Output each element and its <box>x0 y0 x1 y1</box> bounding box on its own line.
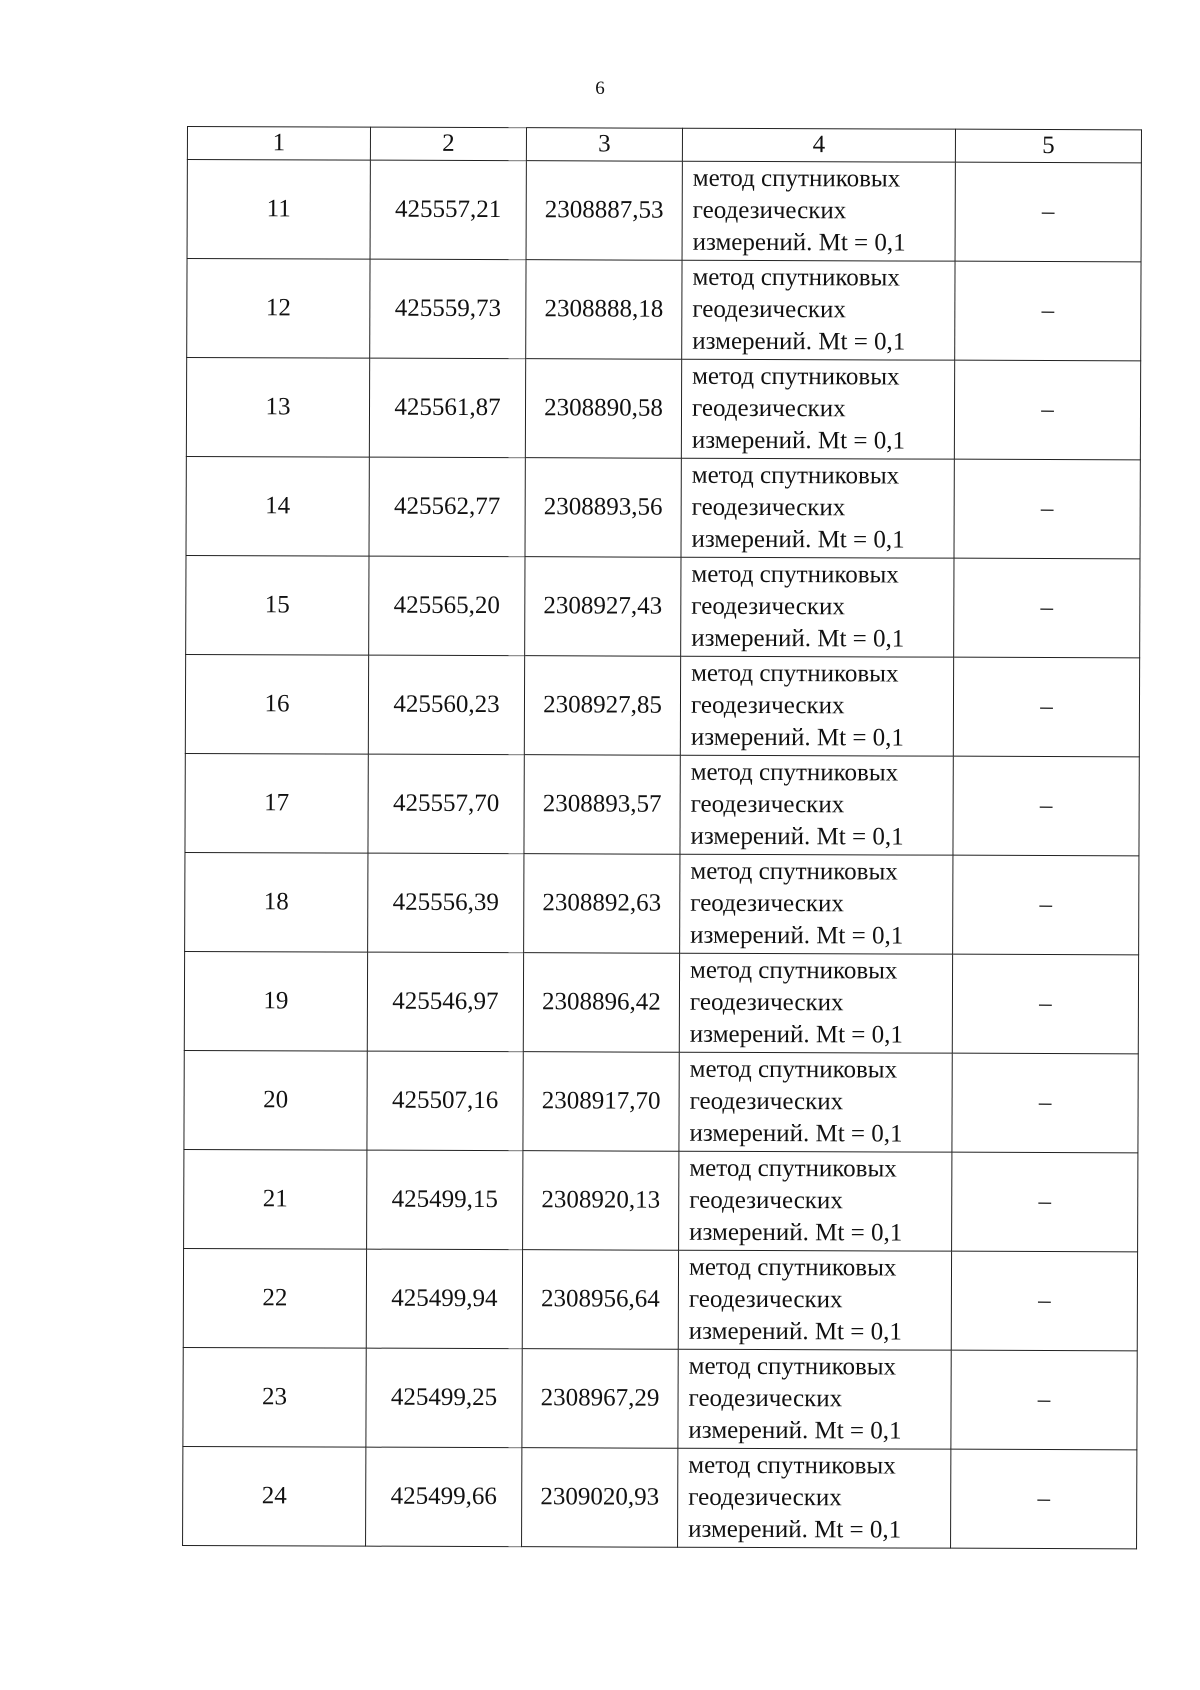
x-coordinate-cell: 425560,23 <box>368 655 524 755</box>
method-line-3: измерений. Mt = 0,1 <box>688 1317 902 1346</box>
method-line-2: геодезических <box>691 394 846 423</box>
column-header-5: 5 <box>955 129 1141 163</box>
method-line-1: метод спутниковых <box>692 362 900 391</box>
note-cell: – <box>954 558 1140 658</box>
table-row <box>183 1347 1137 1449</box>
method-line-2: геодезических <box>690 790 845 819</box>
method-line-2: геодезических <box>692 295 847 324</box>
method-cell <box>680 656 953 756</box>
method-line-1: метод спутниковых <box>688 1253 897 1282</box>
method-line-1: метод спутниковых <box>691 659 899 688</box>
method-line-2: геодезических <box>688 1483 842 1512</box>
x-coordinate-cell: 425499,25 <box>366 1348 522 1448</box>
method-cell <box>682 260 955 360</box>
x-coordinate-cell: 425499,94 <box>366 1249 522 1349</box>
method-line-1: метод спутниковых <box>689 1055 898 1084</box>
method-cell <box>679 953 952 1053</box>
point-number-cell: 21 <box>184 1149 367 1249</box>
x-coordinate-cell: 425556,39 <box>368 853 524 953</box>
y-coordinate-cell: 2308927,85 <box>524 656 680 756</box>
table-row <box>185 852 1139 954</box>
table-row <box>186 555 1140 657</box>
table-row <box>186 456 1140 558</box>
table-row <box>185 654 1139 756</box>
x-coordinate-cell: 425565,20 <box>369 556 525 656</box>
y-coordinate-cell: 2308893,57 <box>524 755 680 855</box>
note-cell: – <box>953 657 1139 757</box>
y-coordinate-cell: 2308927,43 <box>525 557 681 657</box>
method-line-2: геодезических <box>690 889 844 918</box>
y-coordinate-cell: 2308890,58 <box>525 359 681 459</box>
method-line-3: измерений. Mt = 0,1 <box>688 1416 902 1445</box>
y-coordinate-cell: 2308920,13 <box>523 1151 679 1251</box>
x-coordinate-cell: 425559,73 <box>370 259 526 359</box>
x-coordinate-cell: 425557,21 <box>370 160 526 260</box>
point-number-cell: 15 <box>186 555 369 655</box>
table-header <box>187 127 1141 163</box>
y-coordinate-cell: 2309020,93 <box>522 1448 678 1548</box>
note-cell: – <box>953 855 1139 955</box>
method-line-2: геодезических <box>692 196 847 225</box>
method-line-3: измерений. Mt = 0,1 <box>691 624 905 653</box>
point-number-cell: 19 <box>184 951 367 1051</box>
method-line-3: измерений. Mt = 0,1 <box>692 228 906 257</box>
column-header-3: 3 <box>526 128 682 162</box>
x-coordinate-cell: 425499,15 <box>367 1150 523 1250</box>
table-row <box>184 1149 1138 1251</box>
note-cell: – <box>954 360 1140 460</box>
note-cell: – <box>954 459 1140 559</box>
note-cell: – <box>955 261 1141 361</box>
note-cell: – <box>955 162 1141 262</box>
method-line-1: метод спутниковых <box>688 1451 896 1480</box>
method-line-2: геодезических <box>688 1285 843 1314</box>
method-cell <box>678 1448 951 1548</box>
y-coordinate-cell: 2308893,56 <box>525 458 681 558</box>
note-cell: – <box>953 756 1139 856</box>
method-cell <box>678 1250 951 1350</box>
point-number-cell: 13 <box>186 358 369 458</box>
method-cell <box>679 1151 952 1251</box>
method-cell <box>680 755 953 855</box>
method-line-1: метод спутниковых <box>688 1352 897 1381</box>
method-line-2: геодезических <box>689 1087 844 1116</box>
coordinates-table <box>182 126 1142 1549</box>
method-line-3: измерений. Mt = 0,1 <box>692 327 906 356</box>
method-line-3: измерений. Mt = 0,1 <box>690 723 904 752</box>
y-coordinate-cell: 2308967,29 <box>522 1349 678 1449</box>
method-cell <box>682 161 955 261</box>
method-line-3: измерений. Mt = 0,1 <box>689 1020 903 1049</box>
x-coordinate-cell: 425507,16 <box>367 1051 523 1151</box>
y-coordinate-cell: 2308892,63 <box>524 854 680 954</box>
x-coordinate-cell: 425562,77 <box>369 457 525 557</box>
column-header-2: 2 <box>370 127 526 161</box>
method-line-1: метод спутниковых <box>691 560 899 589</box>
point-number-cell: 18 <box>185 852 368 952</box>
point-number-cell: 20 <box>184 1050 367 1150</box>
method-cell <box>681 557 954 657</box>
point-number-cell: 11 <box>187 160 370 260</box>
method-line-3: измерений. Mt = 0,1 <box>690 822 904 851</box>
method-line-2: геодезических <box>689 988 844 1017</box>
note-cell: – <box>952 954 1138 1054</box>
method-line-3: измерений. Mt = 0,1 <box>688 1515 902 1544</box>
point-number-cell: 16 <box>185 654 368 754</box>
note-cell: – <box>951 1251 1137 1351</box>
method-line-1: метод спутниковых <box>690 857 898 886</box>
table-row <box>183 1248 1137 1350</box>
method-line-2: геодезических <box>688 1384 843 1413</box>
note-cell: – <box>952 1152 1138 1252</box>
column-header-4: 4 <box>682 128 955 162</box>
table-row <box>183 1446 1137 1548</box>
point-number-cell: 12 <box>187 259 370 359</box>
method-line-1: метод спутниковых <box>692 164 901 193</box>
point-number-cell: 17 <box>185 753 368 853</box>
table-row <box>187 259 1141 361</box>
point-number-cell: 14 <box>186 456 369 556</box>
method-line-2: геодезических <box>691 493 846 522</box>
table-body <box>183 160 1142 1549</box>
method-cell <box>679 1052 952 1152</box>
method-line-2: геодезических <box>691 592 845 621</box>
method-cell <box>680 854 953 954</box>
method-line-3: измерений. Mt = 0,1 <box>691 525 905 554</box>
method-line-1: метод спутниковых <box>691 461 900 490</box>
y-coordinate-cell: 2308917,70 <box>523 1052 679 1152</box>
table-row <box>184 951 1138 1053</box>
method-line-1: метод спутниковых <box>692 263 900 292</box>
column-header-1: 1 <box>187 127 370 161</box>
method-line-1: метод спутниковых <box>690 956 898 985</box>
method-line-1: метод спутниковых <box>689 1154 897 1183</box>
y-coordinate-cell: 2308896,42 <box>523 953 679 1053</box>
y-coordinate-cell: 2308887,53 <box>526 161 682 261</box>
method-line-3: измерений. Mt = 0,1 <box>691 426 906 455</box>
point-number-cell: 23 <box>183 1347 366 1447</box>
note-cell: – <box>951 1350 1137 1450</box>
method-line-3: измерений. Mt = 0,1 <box>690 921 904 950</box>
method-cell <box>681 359 954 459</box>
method-line-3: измерений. Mt = 0,1 <box>689 1218 903 1247</box>
method-line-2: геодезических <box>689 1186 843 1215</box>
y-coordinate-cell: 2308888,18 <box>526 260 682 360</box>
x-coordinate-cell: 425561,87 <box>369 358 525 458</box>
note-cell: – <box>952 1053 1138 1153</box>
x-coordinate-cell: 425499,66 <box>366 1447 522 1547</box>
table-row <box>185 753 1139 855</box>
y-coordinate-cell: 2308956,64 <box>522 1250 678 1350</box>
table-row <box>186 358 1140 460</box>
table-row <box>184 1050 1138 1152</box>
method-line-2: геодезических <box>690 691 845 720</box>
x-coordinate-cell: 425546,97 <box>367 952 523 1052</box>
page-number: 6 <box>595 78 605 99</box>
method-cell <box>681 458 954 558</box>
point-number-cell: 24 <box>183 1446 366 1546</box>
method-line-1: метод спутниковых <box>690 758 899 787</box>
table-row <box>187 160 1141 262</box>
note-cell: – <box>951 1449 1137 1549</box>
method-cell <box>678 1349 951 1449</box>
method-line-3: измерений. Mt = 0,1 <box>689 1119 903 1148</box>
point-number-cell: 22 <box>183 1248 366 1348</box>
x-coordinate-cell: 425557,70 <box>368 754 524 854</box>
header-row <box>187 127 1141 163</box>
